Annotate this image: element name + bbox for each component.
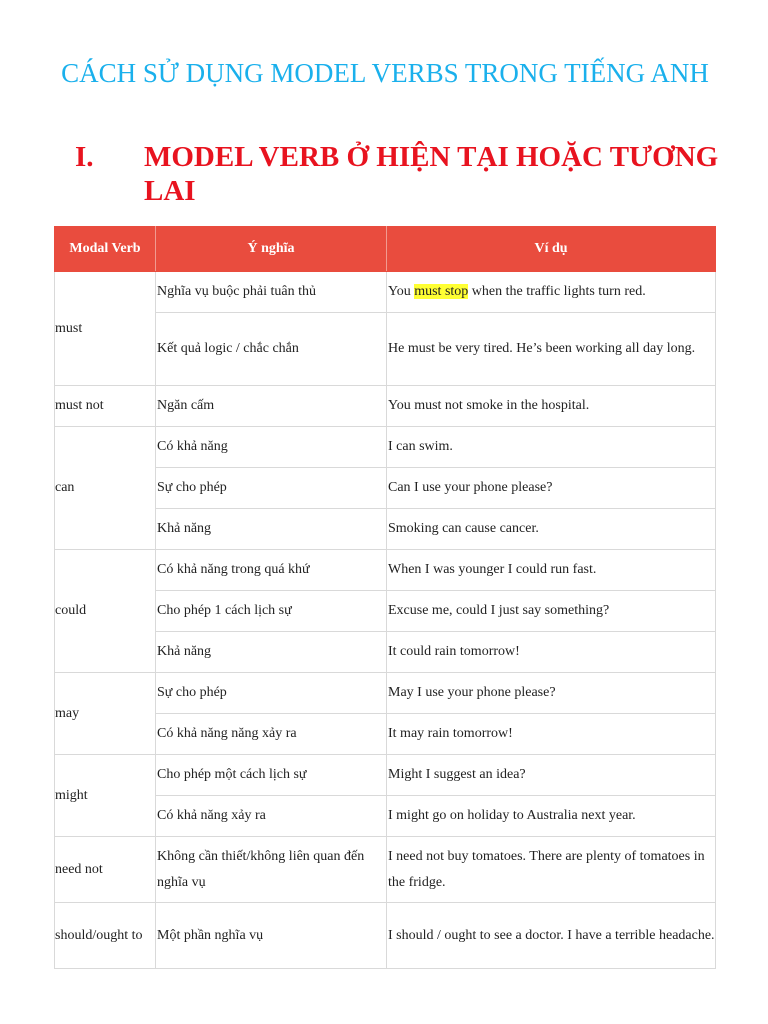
- example-cell: He must be very tired. He’s been working all day long.: [387, 313, 716, 386]
- table-row: [55, 272, 716, 313]
- table-row: [55, 550, 716, 591]
- table-row: [55, 755, 716, 796]
- modal-verb-cell: must: [55, 272, 156, 386]
- example-cell: [387, 272, 716, 313]
- modal-verb-cell: can: [55, 427, 156, 550]
- modal-verb-cell: should/ought to: [55, 903, 156, 969]
- example-cell: Can I use your phone please?: [387, 468, 716, 509]
- example-cell: When I was younger I could run fast.: [387, 550, 716, 591]
- modal-verb-cell: must not: [55, 386, 156, 427]
- example-cell: Excuse me, could I just say something?: [387, 591, 716, 632]
- meaning-cell: Cho phép 1 cách lịch sự: [156, 591, 387, 632]
- example-cell: I can swim.: [387, 427, 716, 468]
- table-row: [55, 837, 716, 903]
- meaning-cell: Sự cho phép: [156, 468, 387, 509]
- section-title: MODEL VERB Ở HIỆN TẠI HOẶC TƯƠNG LAI: [144, 141, 719, 207]
- example-text: You: [388, 284, 415, 299]
- meaning-cell: Khả năng: [156, 632, 387, 673]
- example-cell: I should / ought to see a doctor. I have a terrible headache.: [387, 903, 716, 969]
- modal-verb-cell: may: [55, 673, 156, 755]
- table-row: [55, 386, 716, 427]
- table-row: [55, 673, 716, 714]
- meaning-cell: Có khả năng trong quá khứ: [156, 550, 387, 591]
- example-text: when the traffic lights turn red.: [468, 284, 646, 299]
- table-row: [55, 427, 716, 468]
- modal-verbs-table: [54, 226, 716, 969]
- header-modal-verb: Modal Verb: [55, 227, 156, 272]
- example-cell: Smoking can cause cancer.: [387, 509, 716, 550]
- example-cell: Might I suggest an idea?: [387, 755, 716, 796]
- example-cell: It may rain tomorrow!: [387, 714, 716, 755]
- section-number: I.: [75, 141, 94, 173]
- meaning-cell: Có khả năng năng xảy ra: [156, 714, 387, 755]
- modal-verb-cell: could: [55, 550, 156, 673]
- meaning-cell: Có khả năng xảy ra: [156, 796, 387, 837]
- header-example: Ví dụ: [387, 227, 716, 272]
- meaning-cell: Nghĩa vụ buộc phải tuân thủ: [156, 272, 387, 313]
- example-cell: You must not smoke in the hospital.: [387, 386, 716, 427]
- document-title: CÁCH SỬ DỤNG MODEL VERBS TRONG TIẾNG ANH: [61, 58, 709, 88]
- header-meaning: Ý nghĩa: [156, 227, 387, 272]
- meaning-cell: Cho phép một cách lịch sự: [156, 755, 387, 796]
- modal-verb-cell: might: [55, 755, 156, 837]
- example-cell: It could rain tomorrow!: [387, 632, 716, 673]
- example-cell: May I use your phone please?: [387, 673, 716, 714]
- meaning-cell: Khả năng: [156, 509, 387, 550]
- example-cell: I need not buy tomatoes. There are plenty of tomatoes in the fridge.: [387, 837, 716, 903]
- table-header-row: [55, 227, 716, 272]
- table-body: [55, 272, 716, 969]
- meaning-cell: Kết quả logic / chắc chắn: [156, 313, 387, 386]
- meaning-cell: Không cần thiết/không liên quan đến nghĩa vụ: [156, 837, 387, 903]
- highlighted-text: must stop: [414, 284, 469, 299]
- meaning-cell: Ngăn cấm: [156, 386, 387, 427]
- section-heading: [75, 140, 725, 208]
- meaning-cell: Một phần nghĩa vụ: [156, 903, 387, 969]
- example-cell: I might go on holiday to Australia next year.: [387, 796, 716, 837]
- meaning-cell: Có khả năng: [156, 427, 387, 468]
- meaning-cell: Sự cho phép: [156, 673, 387, 714]
- modal-verb-cell: need not: [55, 837, 156, 903]
- table-row: [55, 903, 716, 969]
